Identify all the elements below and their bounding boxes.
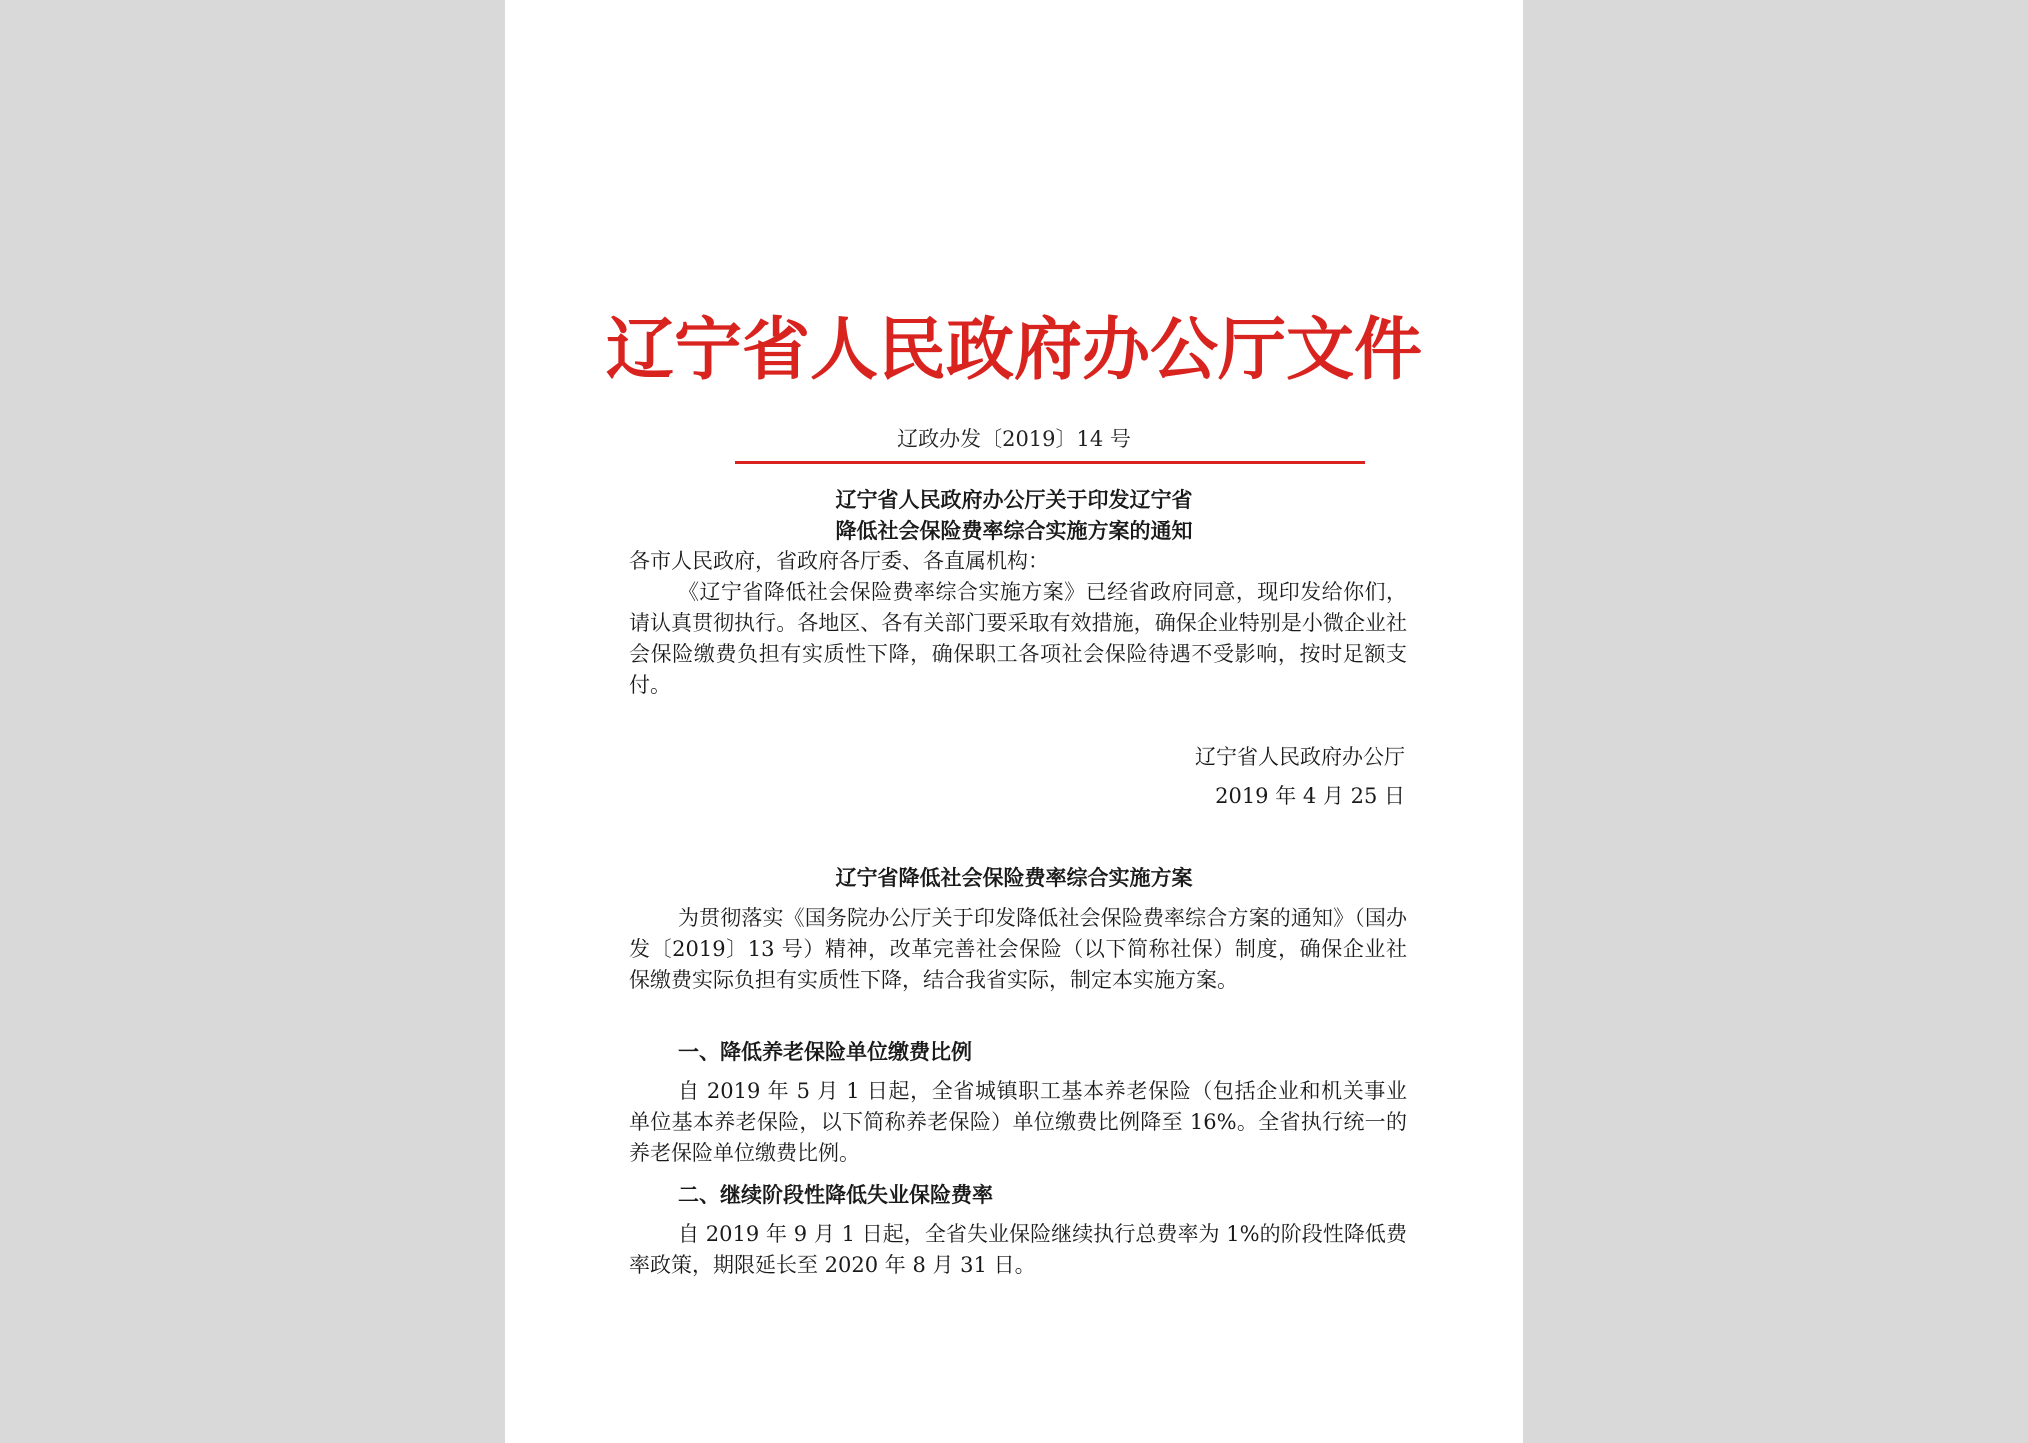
red-divider-line [735,461,1365,464]
document-masthead: 辽宁省人民政府办公厅文件 [605,310,1422,390]
notice-title-line-1: 辽宁省人民政府办公厅关于印发辽宁省 [835,487,1193,512]
document-page [505,0,1523,1443]
section-heading-1: 一、降低养老保险单位缴费比例 [678,1039,972,1064]
notice-body: 《辽宁省降低社会保险费率综合实施方案》已经省政府同意，现印发给你们，请认真贯彻执行。各地区、各有关部门要采取有效措施，确保企业特别是小微企业社会保险缴费负担有实质性下降，确保职工各项社会保险待遇不受影响，按时足额支付。 [629,580,1407,697]
plan-title: 辽宁省降低社会保险费率综合实施方案 [835,865,1193,890]
signature-issuer: 辽宁省人民政府办公厅 [1195,745,1405,769]
section-body-1: 自 2019 年 5 月 1 日起，全省城镇职工基本养老保险（包括企业和机关事业单位基本养老保险，以下简称养老保险）单位缴费比例降至 16%。全省执行统一的养老保险单位缴费比例。 [629,1079,1407,1165]
section-body-2: 自 2019 年 9 月 1 日起，全省失业保险继续执行总费率为 1%的阶段性降低费率政策，期限延长至 2020 年 8 月 31 日。 [629,1222,1407,1277]
notice-title-line-2: 降低社会保险费率综合实施方案的通知 [835,518,1193,543]
section-heading-2: 二、继续阶段性降低失业保险费率 [678,1182,993,1207]
plan-intro: 为贯彻落实《国务院办公厅关于印发降低社会保险费率综合方案的通知》（国办发〔2019〕13 号）精神，改革完善社会保险（以下简称社保）制度，确保企业社保缴费实际负担有实质性下降，结合我省实际，制定本实施方案。 [629,906,1407,992]
document-number: 辽政办发〔2019〕14 号 [897,427,1131,451]
signature-date: 2019 年 4 月 25 日 [1215,784,1405,808]
salutation: 各市人民政府，省政府各厅委、各直属机构： [629,549,1049,573]
